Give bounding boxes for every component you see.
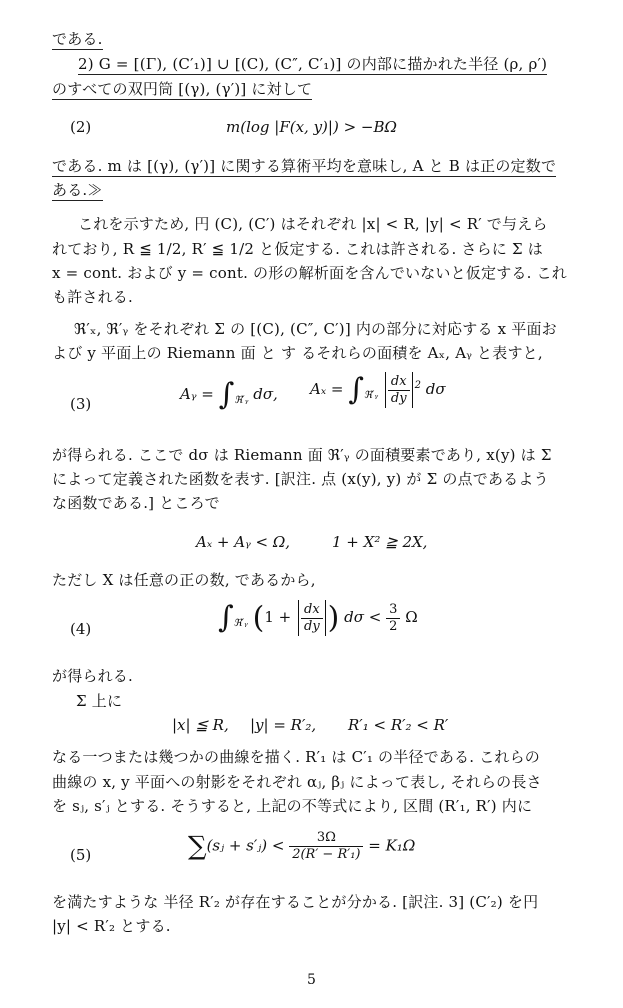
text-line: も許される. (52, 288, 133, 306)
equation-3-left (180, 377, 278, 412)
equation-number: (2) (70, 118, 92, 136)
text-line: を sⱼ, s′ⱼ とする. そうすると, 上記の不等式により, 区間 (R′₁, R′) 内に (52, 797, 533, 815)
text-line: によって定義された函数を表す. [訳注. 点 (x(y), y) が Σ の点であるよう (52, 470, 549, 488)
equation-3-right (310, 372, 446, 408)
page-number: 5 (307, 972, 316, 988)
text-line (78, 55, 547, 73)
equation-number: (3) (70, 395, 92, 413)
fraction-denominator: 2 (389, 618, 398, 634)
text-line: を満たすような 半径 R′₂ が存在することが分かる. [訳注. 3] (C′₂) を円 (52, 893, 539, 911)
equation-4 (218, 600, 418, 636)
equation-5 (188, 830, 415, 863)
abs-bar (412, 372, 413, 408)
text-line: Σ 上に (76, 692, 123, 710)
abs-bar (385, 372, 386, 408)
curve-condition-b: |y| = R′₂, (250, 716, 317, 734)
integral-sign: ∫ (218, 377, 235, 412)
fraction-denominator: dy (390, 390, 407, 406)
eq3-right-lhs: Aₓ = (310, 380, 344, 398)
eq4-tail: dσ < (344, 608, 382, 626)
text-line: である. m は [(γ), (γ′)] に関する算術平均を意味し, A と B は正の定数で (52, 157, 557, 175)
text-line: ある.≫ (52, 181, 103, 199)
eq5-lhs: (sⱼ + s′ⱼ) < (206, 836, 285, 855)
abs-bar (325, 600, 326, 636)
eq3-left-rhs: dσ, (253, 385, 278, 403)
text-line: ただし X は任意の正の数, であるから, (52, 571, 316, 589)
text-line: れており, R ≦ 1/2, R′ ≦ 1/2 と仮定する. これは許される. さらに Σ は (52, 240, 543, 258)
text-line: なる一つまたは幾つかの曲線を描く. R′₁ は C′₁ の半径である. これらの (52, 748, 540, 766)
text-line: これを示すため, 円 (C), (C′) はそれぞれ |x| < R, |y| < R′ で与えら (78, 215, 548, 233)
eq5-rhs: = K₁Ω (368, 836, 416, 855)
equation-number: (5) (70, 846, 92, 864)
integral-sign: ∫ (348, 372, 364, 407)
text-line: が得られる. (52, 667, 133, 685)
derivative-fraction (301, 602, 323, 635)
text-line: が得られる. ここで dσ は Riemann 面 ℜ′ᵧ の面積要素であり, x(y) は Σ (52, 446, 552, 464)
fraction (289, 830, 363, 863)
fraction-numerator: dx (301, 602, 323, 619)
integral-region: ℜ′ᵧ (234, 395, 249, 406)
eq4-inner: 1 + (264, 608, 292, 626)
integral-region: ℜ′ᵧ (233, 618, 248, 629)
text-line: よび y 平面上の Riemann 面 と す るそれらの面積を Aₓ, Aᵧ と表すと, (52, 344, 543, 362)
eq3-left-lhs: Aᵧ = (180, 385, 214, 403)
text-line: のすべての双円筒 [(γ), (γ′)] に対して (52, 80, 313, 98)
text-line: である. (52, 30, 103, 48)
equation-2: m(log |F(x, y)|) > −BΩ (226, 118, 397, 136)
text-line-content: 2) G = [(Γ), (C′₁)] ∪ [(C), (C″, C′₁)] の内部に描かれた半径 (ρ, ρ′) (78, 55, 548, 73)
equation-number: (4) (70, 620, 92, 638)
derivative-fraction (388, 374, 410, 407)
inequality-b: 1 + X² ≧ 2X, (332, 533, 428, 551)
text-line: な函数である.] ところで (52, 494, 220, 512)
left-paren: ( (252, 600, 265, 636)
text-line: 曲線の x, y 平面への射影をそれぞれ αⱼ, βⱼ によって表し, それらの長さ (52, 773, 542, 791)
fraction-numerator: 3 (386, 602, 400, 619)
integral-region: ℜ′ᵧ (363, 390, 379, 401)
text-line: |y| < R′₂ とする. (52, 917, 171, 935)
fraction-denominator: 2(R′ − R′₁) (292, 847, 361, 862)
text-line: ℜ′ₓ, ℜ′ᵧ をそれぞれ Σ の [(C), (C″, C′)] 内の部分に対応する x 平面お (74, 320, 557, 338)
curve-condition-a: |x| ≦ R, (172, 716, 229, 734)
abs-bar (298, 600, 299, 636)
text-line: x = cont. および y = cont. の形の解析面を含んでいないと仮定する. これ (52, 264, 567, 282)
eq3-right-rhs: dσ (425, 380, 446, 398)
right-paren: ) (327, 600, 340, 636)
exponent: 2 (414, 380, 421, 391)
eq4-end: Ω (405, 608, 418, 626)
fraction-denominator: dy (304, 618, 320, 634)
integral-sign: ∫ (218, 600, 234, 635)
inequality-a: Aₓ + Aᵧ < Ω, (196, 533, 291, 551)
sum-sign: ∑ (188, 831, 207, 862)
fraction-numerator: 3Ω (289, 830, 363, 847)
fraction (386, 602, 400, 635)
fraction-numerator: dx (388, 374, 410, 391)
curve-condition-c: R′₁ < R′₂ < R′ (348, 716, 449, 734)
